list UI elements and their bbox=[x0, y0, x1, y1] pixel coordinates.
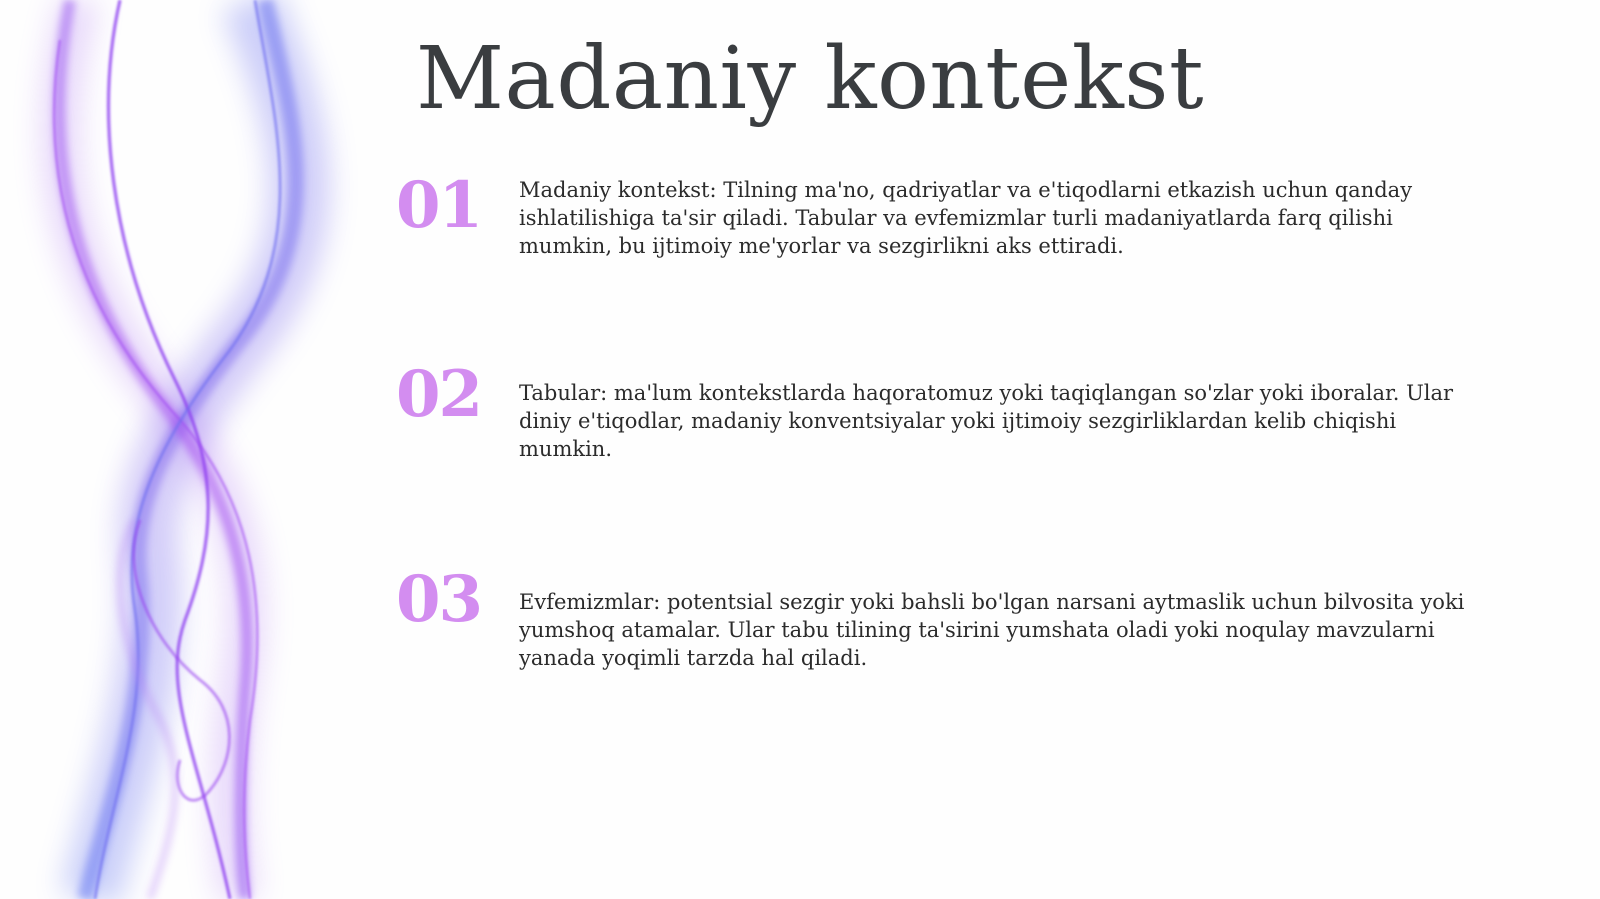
item-text: Evfemizmlar: potentsial sezgir yoki bahsli bo'lgan narsani aytmaslik uchun bilvosita yoki yumshoq atamalar. Ular tabu tilining ta'sirini yumshata oladi yoki noqulay mavzularni yanada yoqimli tarzda hal qiladi. bbox=[519, 590, 1465, 670]
item-number: 02 bbox=[396, 357, 482, 432]
item-text: Madaniy kontekst: Tilning ma'no, qadriyatlar va e'tiqodlarni etkazish uchun qanday ishlatilishiga ta'sir qiladi. Tabular va evfemizmlar turli madaniyatlarda farq qilishi mumkin, bu ijtimoiy me'yorlar va sezgirlikni aks ettiradi. bbox=[519, 178, 1413, 258]
item-number: 03 bbox=[396, 562, 482, 637]
slide-title: Madaniy kontekst bbox=[416, 29, 1205, 129]
item-text: Tabular: ma'lum kontekstlarda haqoratomuz yoki taqiqlangan so'zlar yoki iboralar. Ular diniy e'tiqodlar, madaniy konventsiyalar yoki ijtimoiy sezgirliklardan kelib chiqishi mumkin. bbox=[519, 381, 1454, 461]
item-number: 01 bbox=[396, 168, 482, 243]
purple-smoke-decoration bbox=[0, 0, 380, 899]
